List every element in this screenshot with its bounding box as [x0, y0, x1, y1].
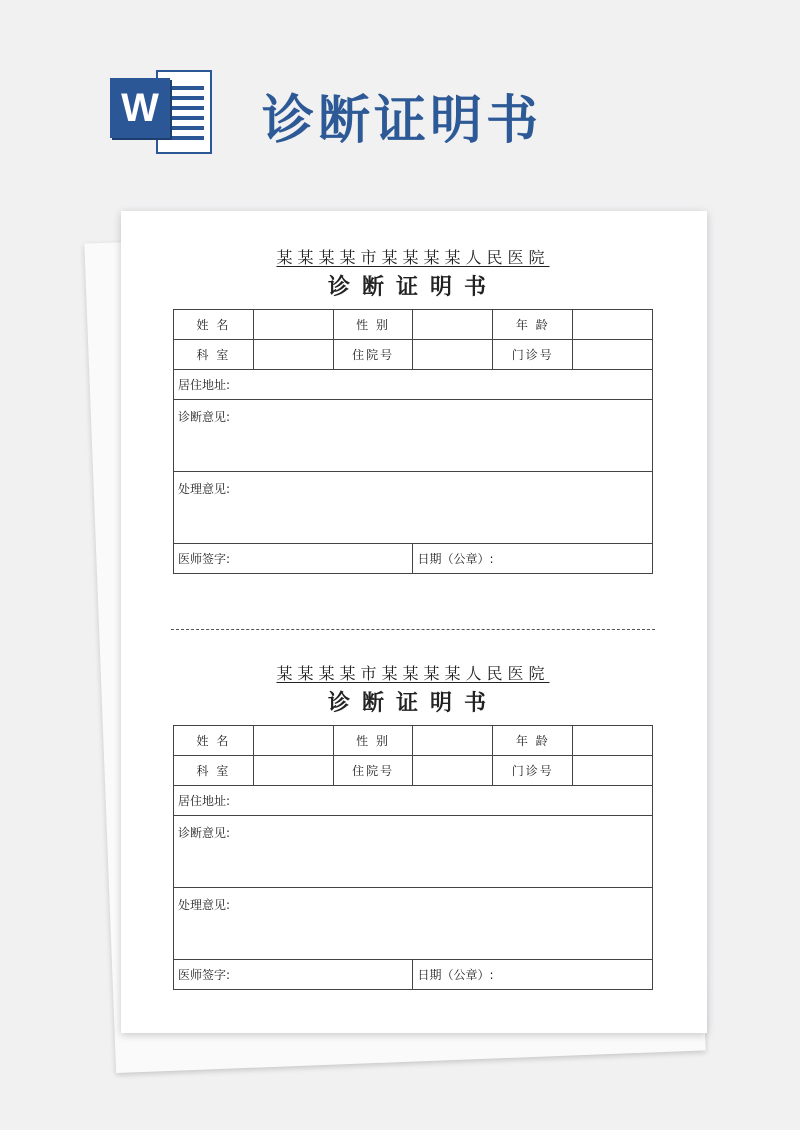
inpatient-no-value-cell[interactable] [413, 340, 493, 370]
age-label: 年 龄 [493, 726, 573, 756]
department-value-cell[interactable] [253, 756, 333, 786]
name-value-cell[interactable] [253, 726, 333, 756]
doctor-signature-cell[interactable] [174, 544, 413, 574]
outpatient-no-label: 门诊号 [493, 756, 573, 786]
address-row[interactable] [174, 786, 653, 816]
date-seal-cell[interactable] [413, 960, 653, 990]
name-label: 姓 名 [174, 310, 254, 340]
gender-label: 性 别 [333, 726, 413, 756]
treatment-row[interactable] [174, 472, 653, 544]
age-label: 年 龄 [493, 310, 573, 340]
name-label: 姓 名 [174, 726, 254, 756]
treatment-label: 处理意见: [178, 482, 231, 496]
age-value-cell[interactable] [573, 310, 653, 340]
name-value-cell[interactable] [253, 310, 333, 340]
inpatient-no-label: 住院号 [333, 340, 413, 370]
date-seal-label: 日期（公章）: [417, 552, 494, 566]
header-banner [0, 0, 800, 200]
treatment-row[interactable] [174, 888, 653, 960]
patient-info-table [173, 725, 653, 990]
date-seal-label: 日期（公章）: [417, 968, 494, 982]
patient-info-table [173, 309, 653, 574]
cut-line-divider [171, 629, 655, 630]
address-row[interactable] [174, 370, 653, 400]
certificate-title: 诊断证明书 [327, 275, 498, 300]
hospital-name: 某某某某市某某某某人民医院 [276, 248, 550, 267]
treatment-label: 处理意见: [178, 898, 231, 912]
gender-label: 性 别 [333, 310, 413, 340]
department-value-cell[interactable] [253, 340, 333, 370]
date-seal-cell[interactable] [413, 544, 653, 574]
age-value-cell[interactable] [573, 726, 653, 756]
address-label: 居住地址: [178, 794, 231, 808]
diagnosis-label: 诊断意见: [178, 410, 231, 424]
hospital-name: 某某某某市某某某某人民医院 [276, 664, 550, 683]
diagnosis-label: 诊断意见: [178, 826, 231, 840]
inpatient-no-value-cell[interactable] [413, 756, 493, 786]
outpatient-no-value-cell[interactable] [573, 340, 653, 370]
word-document-icon [110, 70, 214, 162]
department-label: 科 室 [174, 340, 254, 370]
outpatient-no-label: 门诊号 [493, 340, 573, 370]
banner-title: 诊断证明书 [262, 91, 543, 151]
doctor-signature-label: 医师签字: [178, 968, 231, 982]
certificate-form [173, 247, 653, 574]
document-page [121, 211, 707, 1033]
doctor-signature-cell[interactable] [174, 960, 413, 990]
outpatient-no-value-cell[interactable] [573, 756, 653, 786]
diagnosis-row[interactable] [174, 400, 653, 472]
word-logo-letter: W [110, 78, 170, 138]
gender-value-cell[interactable] [413, 310, 493, 340]
department-label: 科 室 [174, 756, 254, 786]
certificate-title: 诊断证明书 [327, 691, 498, 716]
doctor-signature-label: 医师签字: [178, 552, 231, 566]
address-label: 居住地址: [178, 378, 231, 392]
inpatient-no-label: 住院号 [333, 756, 413, 786]
certificate-form [173, 663, 653, 990]
gender-value-cell[interactable] [413, 726, 493, 756]
diagnosis-row[interactable] [174, 816, 653, 888]
